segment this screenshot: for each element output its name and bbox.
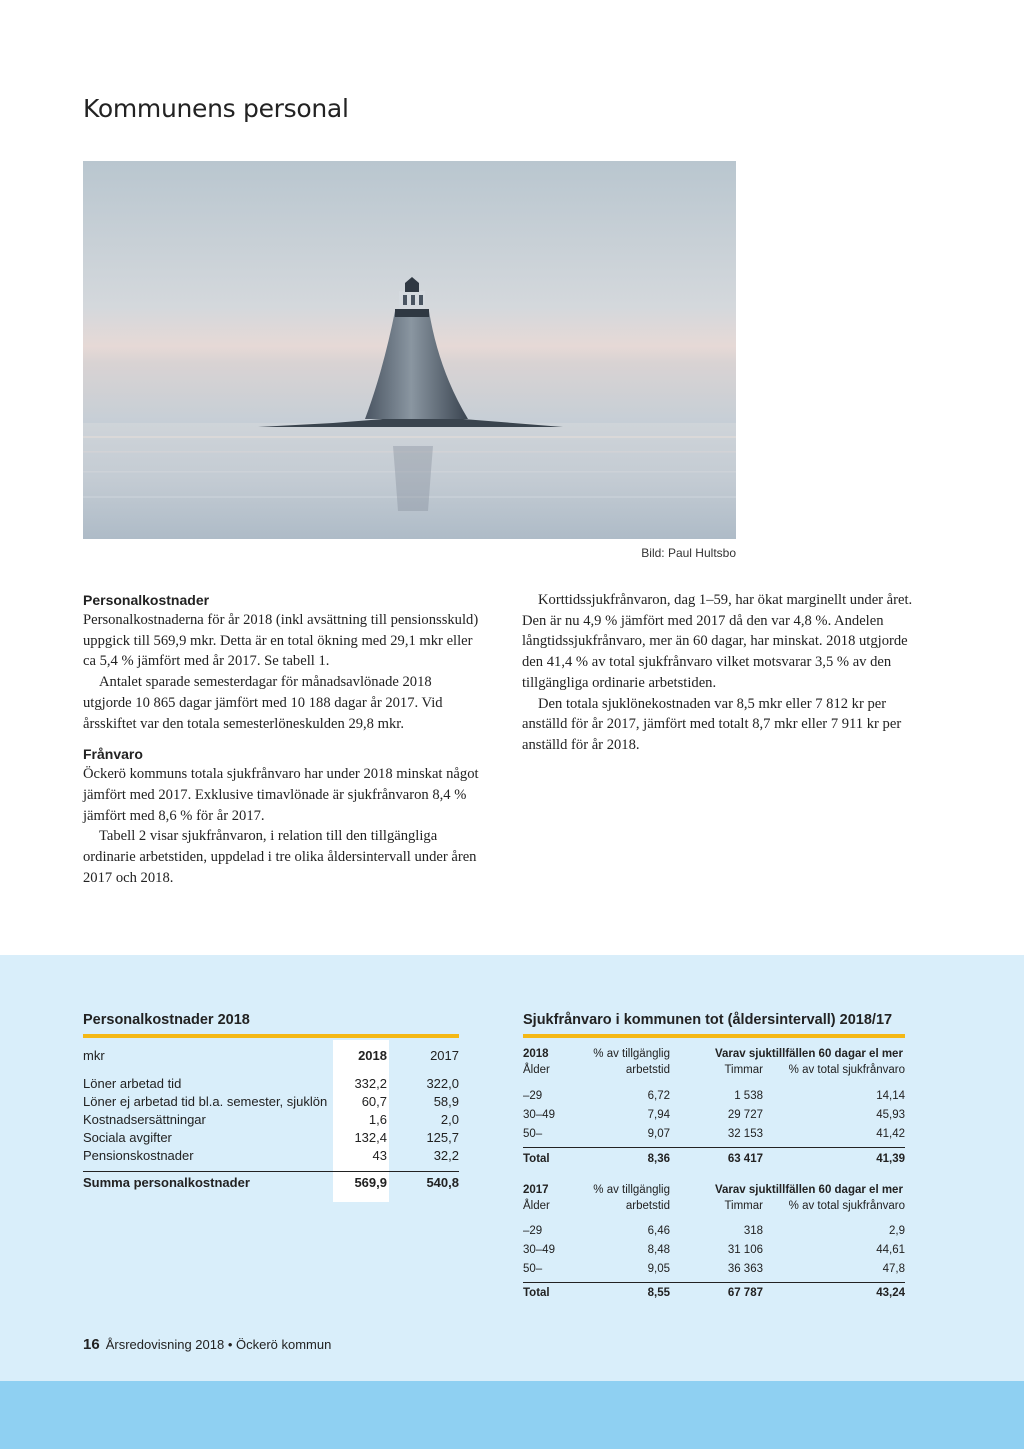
col-age: Ålder (523, 1200, 550, 1212)
block-subheader-row (523, 1064, 905, 1080)
pct-total: 45,93 (876, 1109, 905, 1121)
total-timmar: 63 417 (727, 1153, 763, 1165)
row-label: Kostnadsersättningar (83, 1112, 206, 1127)
accent-rule (523, 1034, 905, 1038)
table-row (523, 1128, 905, 1144)
timmar: 36 363 (727, 1263, 763, 1275)
total-label: Summa personalkostnader (83, 1175, 250, 1190)
table-total-row (523, 1153, 905, 1169)
total-timmar: 67 787 (727, 1287, 763, 1299)
table-divider (83, 1171, 459, 1172)
paragraph: Antalet sparade semesterdagar för månadsavlönade 2018 utgjorde 10 865 dagar jämfört med 10 188 dagar år 2017. Vid årsskiftet var den totala semesterlöneskulden 29,8 mkr. (83, 674, 443, 732)
block-header-row (523, 1184, 905, 1200)
col-pct-line2: arbetstid (625, 1200, 670, 1212)
row-value-2018: 60,7 (361, 1094, 387, 1109)
table-row (83, 1076, 459, 1094)
table-row (523, 1225, 905, 1241)
table-row (83, 1112, 459, 1130)
right-text-column (522, 590, 922, 756)
pct-total: 47,8 (882, 1263, 905, 1275)
pct: 8,48 (647, 1244, 670, 1256)
age: –29 (523, 1225, 543, 1237)
footer-text: Årsredovisning 2018 • Öckerö kommun (105, 1337, 332, 1352)
col-timmar: Timmar (724, 1064, 763, 1076)
pct: 6,72 (647, 1090, 670, 1102)
total-label: Total (523, 1287, 550, 1299)
table-total-row (83, 1175, 459, 1193)
page-number: 16 (83, 1336, 100, 1353)
row-value-2018: 43 (372, 1148, 387, 1163)
paragraph: Personalkostnaderna för år 2018 (inkl avsättning till pensionsskuld) uppgick till 569,9 mkr. Detta är en total ökning med 29,1 mkr eller ca 5,4 % jämfört med år 2017. Se tabell 1. (83, 612, 479, 670)
row-value-2018: 332,2 (354, 1076, 387, 1091)
table-row (83, 1148, 459, 1166)
total-value-2018: 569,9 (354, 1175, 387, 1190)
row-label: Löner ej arbetad tid bl.a. semester, sjuklön (83, 1094, 328, 1109)
age: 30–49 (523, 1244, 555, 1256)
col-pct-line1: % av tillgänglig (593, 1048, 670, 1060)
table-divider (523, 1147, 905, 1148)
page-title: Kommunens personal (83, 94, 349, 123)
row-value-2017: 125,7 (426, 1130, 459, 1145)
paragraph: Den totala sjuklönekostnaden var 8,5 mkr eller 7 812 kr per anställd för år 2017, jämfört med totalt 8,7 mkr eller 7 911 kr per anställd för år 2018. (522, 695, 902, 753)
pct-total: 14,14 (876, 1090, 905, 1102)
heading-franvaro: Frånvaro (83, 746, 143, 763)
table-divider (523, 1282, 905, 1283)
row-value-2018: 132,4 (354, 1130, 387, 1145)
col-pct-total: % av total sjukfrånvaro (788, 1200, 905, 1212)
table-row (523, 1090, 905, 1106)
col-timmar: Timmar (724, 1200, 763, 1212)
pct-total: 2,9 (889, 1225, 905, 1237)
table-personalkostnader-title: Personalkostnader 2018 (83, 1012, 250, 1028)
row-value-2017: 322,0 (426, 1076, 459, 1091)
table-total-row (523, 1287, 905, 1303)
block-subheader-row (523, 1200, 905, 1216)
col-pct-total: % av total sjukfrånvaro (788, 1064, 905, 1076)
total-label: Total (523, 1153, 550, 1165)
block-year: 2018 (523, 1048, 549, 1060)
col-age: Ålder (523, 1064, 550, 1076)
heading-personalkostnader: Personalkostnader (83, 592, 210, 608)
lighthouse-photo (83, 161, 736, 539)
pct: 9,07 (647, 1128, 670, 1140)
row-value-2018: 1,6 (368, 1112, 387, 1127)
age: 30–49 (523, 1109, 555, 1121)
paragraph: Öckerö kommuns totala sjukfrånvaro har under 2018 minskat något jämfört med 2017. Exklusive timavlönade är sjukfrånvaron 8,4 % jämfört med 8,6 % för år 2017. (83, 766, 479, 824)
pct: 6,46 (647, 1225, 670, 1237)
pct-total: 41,42 (876, 1128, 905, 1140)
header-2018: 2018 (358, 1048, 387, 1063)
age: 50– (523, 1128, 543, 1140)
table-header-row (83, 1048, 459, 1066)
row-value-2017: 58,9 (433, 1094, 459, 1109)
total-pct: 8,36 (647, 1153, 670, 1165)
total-pct: 8,55 (647, 1287, 670, 1299)
table-row (523, 1109, 905, 1125)
timmar: 31 106 (727, 1244, 763, 1256)
age: –29 (523, 1090, 543, 1102)
row-label: Pensionskostnader (83, 1148, 194, 1163)
row-label: Löner arbetad tid (83, 1076, 182, 1091)
block-header-row (523, 1048, 905, 1064)
row-value-2017: 2,0 (440, 1112, 459, 1127)
age: 50– (523, 1263, 543, 1275)
total-pct-total: 41,39 (876, 1153, 905, 1165)
total-value-2017: 540,8 (426, 1175, 459, 1190)
header-2017: 2017 (430, 1048, 459, 1063)
page-footer (83, 1336, 331, 1353)
pct: 9,05 (647, 1263, 670, 1275)
table-sjukfranvaro-title: Sjukfrånvaro i kommunen tot (åldersintervall) 2018/17 (523, 1012, 893, 1028)
timmar: 318 (743, 1225, 763, 1237)
header-unit: mkr (83, 1048, 105, 1063)
timmar: 29 727 (727, 1109, 763, 1121)
timmar: 32 153 (727, 1128, 763, 1140)
paragraph: Tabell 2 visar sjukfrånvaron, i relation till den tillgängliga ordinarie arbetstiden, uppdelad i tre olika åldersintervall under åren 2017 och 2018. (83, 828, 477, 886)
timmar: 1 538 (734, 1090, 763, 1102)
pct: 7,94 (647, 1109, 670, 1121)
left-text-column (83, 590, 483, 888)
col-pct-line1: % av tillgänglig (593, 1184, 670, 1196)
col-varav: Varav sjuktillfällen 60 dagar el mer (715, 1048, 903, 1060)
block-year: 2017 (523, 1184, 549, 1196)
total-pct-total: 43,24 (876, 1287, 905, 1299)
paragraph: Korttidssjukfrånvaron, dag 1–59, har ökat marginellt under året. Den är nu 4,9 % jämfört med 2017 då den var 4,8 %. Andelen långtidssjukfrånvaro, mer än 60 dagar, har minskat. 2018 utgjorde den 41,4 % av total sjukfrånvaro vilket motsvarar 3,5 % av den tillgängliga ordinarie arbetstiden. (522, 592, 913, 691)
row-value-2017: 32,2 (433, 1148, 459, 1163)
row-label: Sociala avgifter (83, 1130, 172, 1145)
table-row (83, 1130, 459, 1148)
photo-caption: Bild: Paul Hultsbo (641, 546, 736, 560)
table-row (83, 1094, 459, 1112)
table-row (523, 1244, 905, 1260)
col-varav: Varav sjuktillfällen 60 dagar el mer (715, 1184, 903, 1196)
table-row (523, 1263, 905, 1279)
footer-band (0, 1381, 1024, 1449)
accent-rule (83, 1034, 459, 1038)
col-pct-line2: arbetstid (625, 1064, 670, 1076)
pct-total: 44,61 (876, 1244, 905, 1256)
